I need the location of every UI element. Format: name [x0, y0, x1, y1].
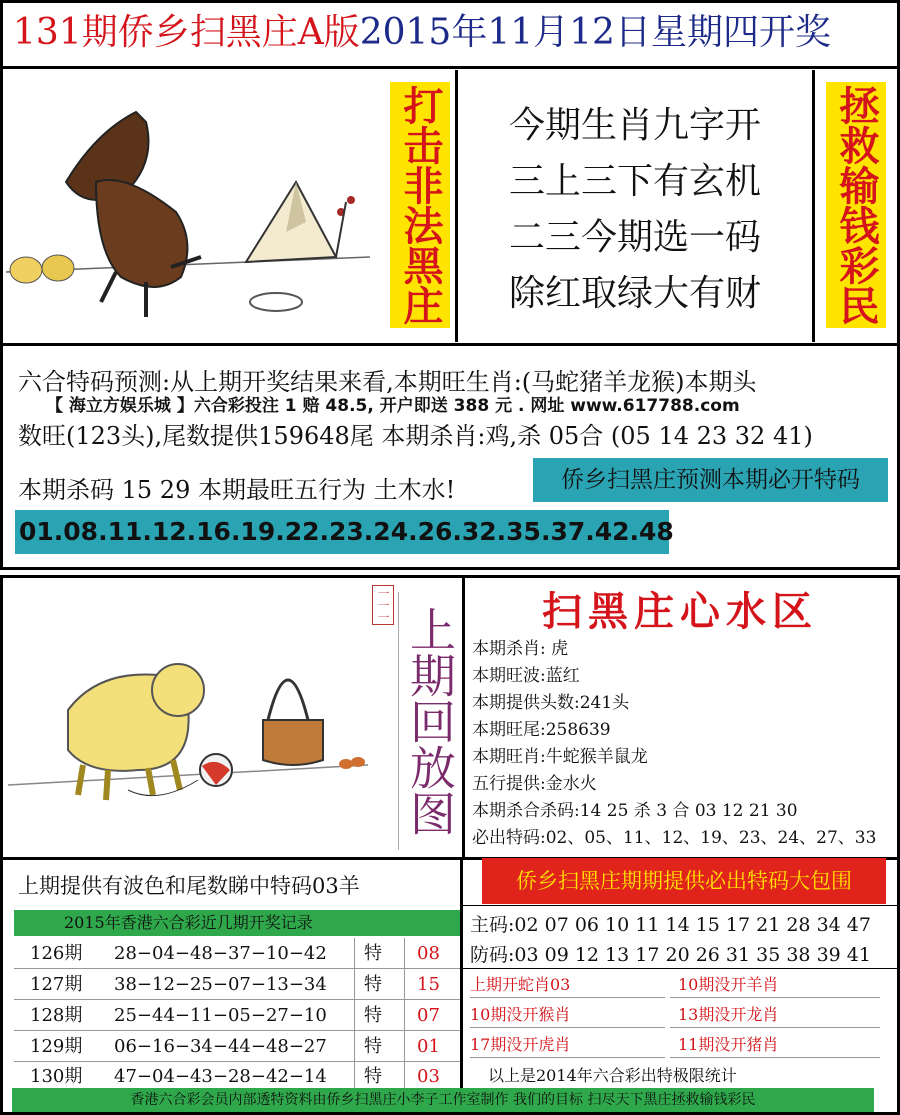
list-item: 本期旺肖:牛蛇猴羊鼠龙 [472, 747, 648, 767]
issue-cell: 129期 [30, 1036, 83, 1057]
te-cell: 特 [364, 1005, 382, 1026]
numbers-cell: 28−04−48−37−10−42 [114, 943, 327, 964]
review-list [472, 636, 876, 852]
lucky-numbers: 01.08.11.12.16.19.22.23.24.26.32.35.37.42.48 [15, 510, 669, 554]
issue-cell: 130期 [30, 1066, 83, 1087]
list-item: 必出特码:02、05、11、12、19、23、24、27、33 [472, 828, 877, 848]
issue-cell: 126期 [30, 943, 83, 964]
teal-label: 侨乡扫黑庄预测本期必开特码 [533, 458, 888, 502]
table-row [14, 1000, 460, 1031]
stats-cell: 11期没开猪肖 [670, 1032, 880, 1058]
main-code: 主码:02 07 06 10 11 14 15 17 21 28 34 47 [470, 914, 871, 936]
title-date: 2015年11月12日星期四开奖 [359, 12, 831, 53]
history-table [14, 938, 460, 1092]
poem-line: 三上三下有玄机 [508, 161, 761, 202]
list-item: 本期旺波:蓝红 [472, 666, 580, 686]
codes-divider [463, 905, 897, 906]
numbers-cell: 06−16−34−44−48−27 [114, 1036, 327, 1057]
te-cell: 特 [364, 1066, 382, 1087]
prediction-line-2: 数旺(123头),尾数提供159648尾 本期杀肖:鸡,杀 05合 (05 14 23 32 41) [18, 422, 813, 450]
te-cell: 特 [364, 974, 382, 995]
list-item: 本期杀肖: 虎 [472, 639, 569, 659]
table-row [14, 938, 460, 969]
stats-cell: 10期没开羊肖 [670, 972, 880, 998]
poem-line: 二三今期选一码 [508, 217, 761, 258]
codes-divider [463, 968, 897, 969]
te-cell: 特 [364, 1036, 382, 1057]
guard-code: 防码:03 09 12 13 17 20 26 31 35 38 39 41 [470, 944, 871, 966]
list-item: 五行提供:金水火 [472, 774, 597, 794]
table-row [14, 969, 460, 1000]
stats-note: 以上是2014年六合彩出特极限统计 [488, 1066, 737, 1085]
numbers-cell: 25−44−11−05−27−10 [114, 1005, 327, 1026]
review-divider [462, 578, 465, 858]
hit-line: 上期提供有波色和尾数睇中特码03羊 [18, 874, 360, 898]
ad-banner[interactable]: 【 海立方娱乐城 】六合彩投注 1 赔 48.5, 开户即送 388 元 . 网址 www.617788.com [46, 396, 740, 416]
special-cell: 15 [417, 974, 440, 995]
red-label: 侨乡扫黑庄期期提供必出特码大包围 [482, 858, 886, 904]
prediction-line-1: 六合特码预测:从上期开奖结果来看,本期旺生肖:(马蛇猪羊龙猴)本期头 [18, 368, 757, 396]
list-item: 本期杀合杀码:14 25 杀 3 合 03 12 21 30 [472, 801, 798, 821]
review-heading: 扫黑庄心水区 [542, 588, 818, 635]
review-title: 上期回放图 [398, 592, 460, 850]
bottom-divider [460, 858, 463, 1090]
history-title: 2015年香港六合彩近几期开奖记录 [14, 910, 460, 936]
issue-cell: 127期 [30, 974, 83, 995]
poem-line: 除红取绿大有财 [508, 273, 761, 314]
squirrel-illustration [6, 72, 370, 342]
special-cell: 01 [417, 1036, 440, 1057]
stats-cell: 10期没开猴肖 [470, 1002, 665, 1028]
poem-line: 今期生肖九字开 [508, 105, 761, 146]
special-cell: 07 [417, 1005, 440, 1026]
special-cell: 08 [417, 943, 440, 964]
stamp: 一一一 [372, 585, 394, 625]
list-item: 本期旺尾:258639 [472, 720, 611, 740]
left-banner: 打击非法黑庄 [390, 82, 450, 328]
title-issue: 131期侨乡扫黑庄A版 [13, 12, 360, 53]
te-cell: 特 [364, 943, 382, 964]
dog-illustration [8, 580, 368, 840]
prediction-line-3: 本期杀码 15 29 本期最旺五行为 土木水! [18, 476, 456, 504]
special-cell: 03 [417, 1066, 440, 1087]
page-title [0, 0, 900, 66]
numbers-cell: 47−04−43−28−42−14 [114, 1066, 327, 1087]
stats-cell: 上期开蛇肖03 [470, 972, 665, 998]
numbers-cell: 38−12−25−07−13−34 [114, 974, 327, 995]
list-item: 本期提供头数:241头 [472, 693, 630, 713]
right-banner: 拯救输钱彩民 [826, 82, 886, 328]
poem [460, 98, 810, 322]
stats-cell: 17期没开虎肖 [470, 1032, 665, 1058]
stats-grid [470, 972, 890, 1062]
table-row [14, 1031, 460, 1062]
issue-cell: 128期 [30, 1005, 83, 1026]
stats-cell: 13期没开龙肖 [670, 1002, 880, 1028]
footer: 香港六合彩会员内部透特资料由侨乡扫黑庄小李子工作室制作 我们的目标 扫尽天下黑庄拯救输钱彩民 [12, 1088, 874, 1112]
